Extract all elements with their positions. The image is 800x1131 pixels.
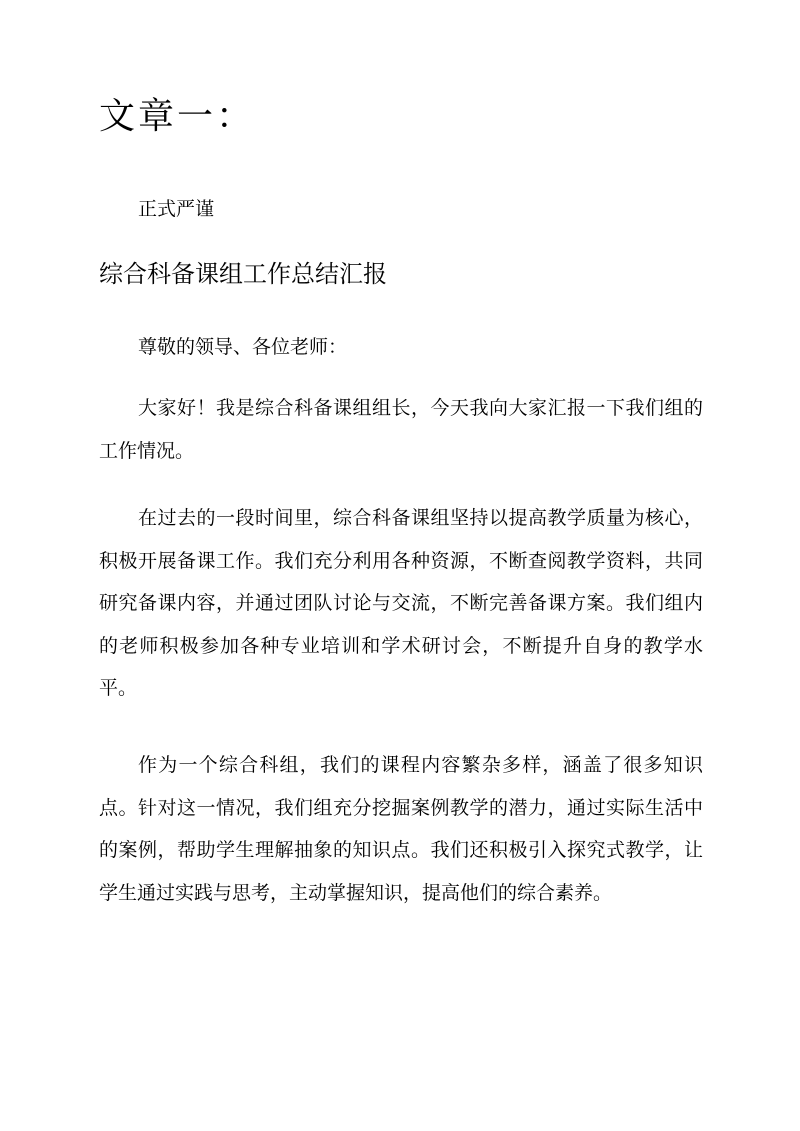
body-paragraph: 作为一个综合科组，我们的课程内容繁杂多样，涵盖了很多知识点。针对这一情况，我们组充分挖掘案例教学的潜力，通过实际生活中的案例，帮助学生理解抽象的知识点。我们还积极引入探究式教学，让学生通过实践与思考，主动掌握知识，提高他们的综合素养。 [99, 754, 703, 904]
greeting-paragraph: 大家好！我是综合科备课组组长，今天我向大家汇报一下我们组的工作情况。 [99, 397, 703, 462]
document-title: 综合科备课组工作总结汇报 [99, 260, 387, 288]
salutation-paragraph: 尊敬的领导、各位老师： [138, 336, 348, 358]
article-heading: 文章一： [99, 96, 256, 137]
style-subtitle: 正式严谨 [138, 198, 215, 220]
body-paragraph: 在过去的一段时间里，综合科备课组坚持以提高教学质量为核心，积极开展备课工作。我们充分利用各种资源，不断查阅教学资料，共同研究备课内容，并通过团队讨论与交流，不断完善备课方案。我们组内的老师积极参加各种专业培训和学术研讨会，不断提升自身的教学水平。 [99, 507, 703, 699]
